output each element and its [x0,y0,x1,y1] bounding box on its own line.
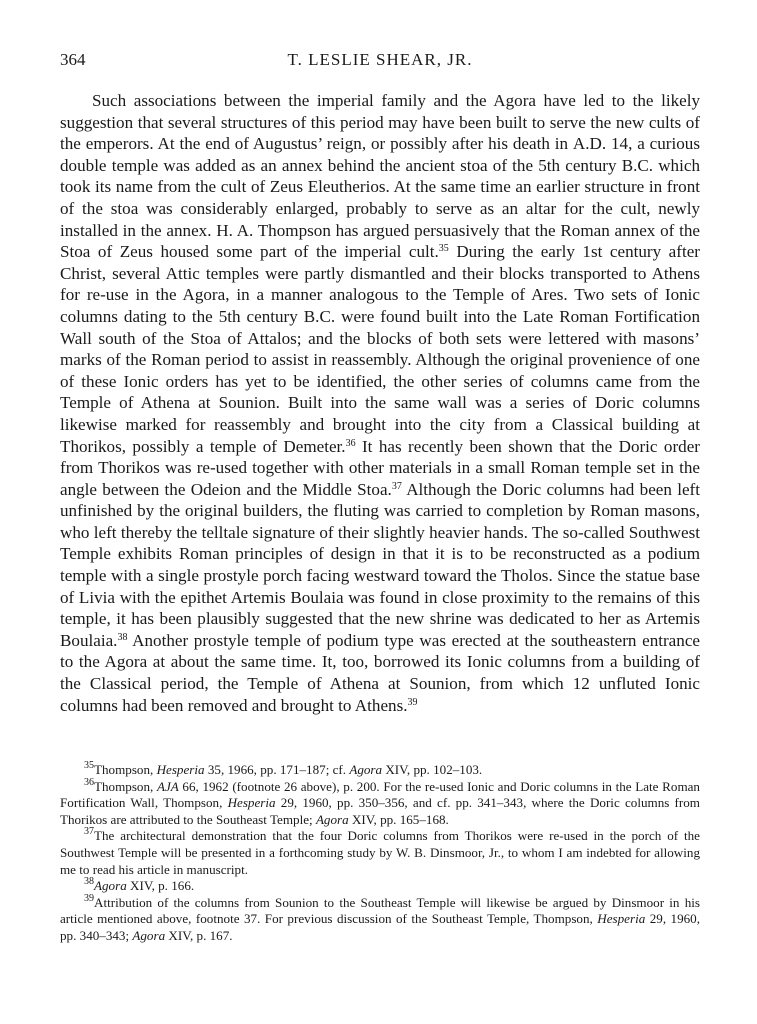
body-text-segment: During the early 1st century after Christ, several Attic temples were partly dismantled and their blocks transported to Athens for re-use in the Agora, in a manner analogous to the Temple of Ares. Two sets of Ionic columns dating to the 5th century [60,242,700,326]
footnote-text: XIV, pp. 102–103. [382,762,483,777]
page-number: 364 [60,50,86,69]
footnote-number: 37 [84,826,94,838]
footnote-text: 29, 1960, pp. 350–356, and cf. pp. 341–343, where the Doric columns from Thorikos are attributed to the Southeast Temple; [60,795,700,827]
journal-title: Hesperia [597,911,646,927]
journal-title: Hesperia [156,762,205,777]
footnote-text: XIV, pp. 165–168. [348,811,449,827]
journal-title: Agora [94,878,127,894]
journal-title: Agora [349,762,383,777]
journal-title: Agora [132,927,166,943]
footnote-38 [60,878,700,895]
footnote-text: Thompson, [94,762,157,777]
footnote-ref-39: 39 [407,696,418,708]
footnote-text: XIV, p. 166. [126,878,195,894]
body-text-segment: 14, a curious double temple was added as an annex behind the ancient stoa of the 5th century [60,134,700,175]
footnote-ref-36: 36 [345,437,356,449]
footnote-35 [60,762,700,779]
era-abbreviation: A.D. [572,134,607,154]
footnote-number: 38 [84,876,94,888]
footnote-39 [60,892,701,945]
footnote-text: 66, 1962 (footnote 26 above), p. 200. For the re-used Ionic and Doric columns in the Late Roman Fortification Wall, Thompson, [60,778,700,811]
footnote-ref-38: 38 [117,631,128,643]
body-text-segment: Although the Doric columns had been left unfinished by the original builders, the fluting was carried to completion by Roman masons, who left thereby the telltale signature of their slightly heavier hands. The so-called Southwest Temple exhibits Roman principles of design in that it is to be reconstructed as a podium temple with a single prostyle porch facing westward toward the Tholos. Since the statue base of Livia with the epithet Artemis Boulaia was found in close proximity to the remains of this temple, it has been plausibly suggested that the new shrine was dedicated to her as Artemis Boulaia. [60,479,700,650]
body-text-segment: Such associations between the imperial family and the Agora have led to the likely suggestion that several structures of this period may have been built to serve the new cults of the emperors. At the end of Augustus’ reign, or possibly after his death in [60,91,700,154]
page-header [60,50,700,74]
footnote-text: Attribution of the columns from Sounion to the Southeast Temple will likewise be argued by Dinsmoor in his article mentioned above, footnote 37. For previous discussion of the Southeast Temple, Thompson, [60,894,700,927]
footnote-37 [60,828,700,878]
journal-title: AJA [156,778,179,794]
footnote-number: 39 [84,892,94,904]
footnotes [60,762,700,945]
journal-title: Agora [315,811,349,827]
footnote-number: 35 [84,760,94,771]
body-text-segment: were found built into the Late Roman Fortification Wall south of the Stoa of Attalos; and the blocks of both sets were lettered with masons’ marks of the Roman period to assist in reassembly. Although the original provenience of one of these Ionic orders has yet to be identified, the other series of columns came from the Temple of Athena at Sounion. Built into the same wall was a series of Doric columns likewise marked for reassembly and brought into the city from a Classical building at Thorikos, possibly a temple of Demeter. [60,306,700,456]
era-abbreviation: B.C. [621,155,654,175]
running-head: T. LESLIE SHEAR, JR. [287,50,473,69]
body-paragraph [60,90,700,716]
body-text-segment: Another prostyle temple of podium type was erected at the southeastern entrance to the Agora at about the same time. It, too, borrowed its Ionic columns from a building of the Classical period, the Temple of Athena at Sounion, from which 12 unfluted Ionic columns had been removed and brought to Athens. [60,630,700,715]
body-text-segment: It has recently been shown that the Doric order from Thorikos was re-used together with other materials in a small Roman temple set in the angle between the Odeion and the Middle Stoa. [60,436,700,499]
footnote-text: The architectural demonstration that the four Doric columns from Thorikos were re-used in the porch of the Southwest Temple will be presented in a forthcoming study by W. B. Dinsmoor, Jr., to whom I am indebted for allowing me to read his article in manuscript. [60,828,700,877]
era-abbreviation: B.C. [303,306,336,326]
body-text-segment: which took its name from the cult of Zeus Eleutherios. At the same time an earlier structure in front of the stoa was considerably enlarged, probably to serve as an altar for the cult, newly installed in the annex. H. A. Thompson has argued persuasively that the Roman annex of the Stoa of Zeus housed some part of the imperial cult. [60,155,700,262]
footnote-text: 29, 1960, pp. 340–343; [60,911,701,943]
footnote-number: 36 [84,776,94,788]
footnote-text: 35, 1966, pp. 171–187; cf. [204,762,350,777]
footnote-ref-35: 35 [438,243,449,255]
footnote-36 [60,776,700,829]
journal-title: Hesperia [227,795,276,811]
footnote-ref-37: 37 [391,480,402,492]
footnote-text: Thompson, [94,778,157,794]
footnote-text: XIV, p. 167. [165,927,233,943]
